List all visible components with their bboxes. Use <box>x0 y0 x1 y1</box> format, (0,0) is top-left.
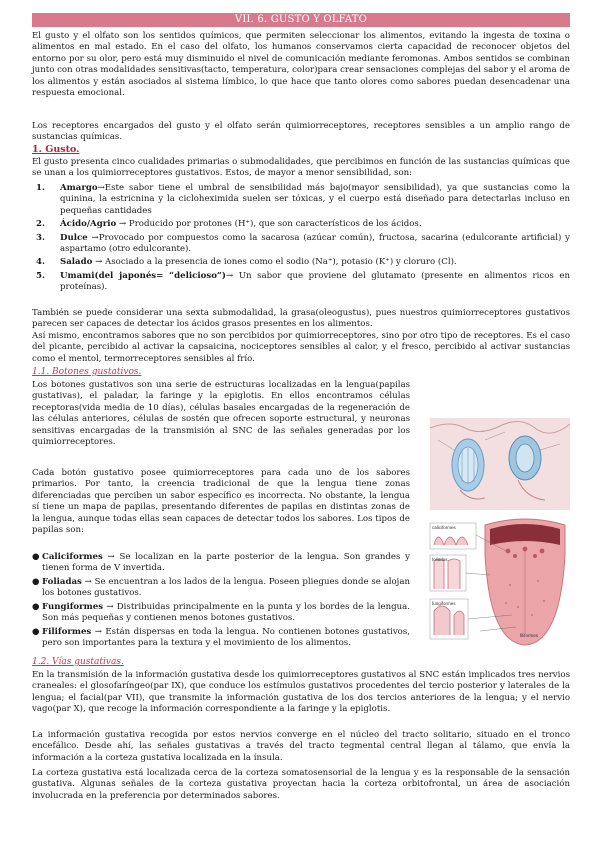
section-heading-vias: 1.2. Vías gustativas. <box>32 657 124 667</box>
intro-paragraph-2: Los receptores encargados del gusto y el olfato serán quimiorreceptores, receptores sensibles a un amplio rango de sustancias químicas. <box>32 121 570 143</box>
taste-name: Umami(del japonés= “delicioso”) <box>60 270 226 281</box>
bullet-icon: ● <box>32 552 40 562</box>
tongue-papillae-diagram <box>420 515 570 647</box>
botones-paragraph-2: Cada botón gustativo posee quimiorreceptores para cada uno de los sabores primarios. Por tanto, la creencia tradicional de que la lengua tiene zonas diferenciadas que perciben un sabor específico es incorrecta. No obstante, la lengua sí tiene un mapa de papilas, presentando diferentes de papilas en distintas zonas de la lengua, aunque todas ellas sean capaces de detectar todos los sabores. Los tipos de papilas son: <box>32 468 410 536</box>
papilla-description: → Distribuidas principalmente en la punta y los bordes de la lengua. Son más pequeñas y contienen menos botones gustativos. <box>42 602 410 624</box>
taste-description: → Producido por protones (H⁺), que son característicos de los ácidos. <box>116 219 422 230</box>
taste-description: →Provocado por compuestos como la sacarosa (azúcar común), fructosa, sacarina (edulcorante artificial) y aspartamo (otro edulcorante). <box>60 232 570 255</box>
papilla-item-foliadas <box>32 577 410 600</box>
taste-number: 4. <box>36 257 45 268</box>
papilla-name: Fungiformes <box>42 602 104 612</box>
section-heading-botones: 1.1. Botones gustativos. <box>32 367 142 377</box>
label-foliadas: foliadas <box>432 557 448 562</box>
papilla-description: → Están dispersas en toda la lengua. No contienen botones gustativos, pero son importantes para la textura y el movimiento de los alimentos. <box>42 627 410 649</box>
taste-item-amargo <box>32 183 570 217</box>
bullet-icon: ● <box>32 627 40 637</box>
taste-bud-diagram <box>430 410 570 510</box>
papilla-description: → Se encuentran a los lados de la lengua. Poseen pliegues donde se alojan los botones gustativos. <box>42 577 410 599</box>
vias-paragraph-2: La información gustativa recogida por estos nervios converge en el núcleo del tracto solitario, situado en el tronco encefálico. Desde ahí, las señales gustativas a través del tracto tegmental central llegan al tálamo, que envía la información a la corteza gustativa localizada en la ínsula. <box>32 730 570 763</box>
taste-number: 1. <box>36 183 45 193</box>
bullet-icon: ● <box>32 602 40 612</box>
taste-number: 3. <box>36 232 45 243</box>
papilla-item-fungiformes <box>32 602 410 625</box>
label-filiformes: filiformes <box>520 633 539 638</box>
taste-name: Dulce <box>60 232 88 243</box>
papilla-description: → Se localizan en la parte posterior de la lengua. Son grandes y tienen forma de V invertida. <box>42 552 410 574</box>
bullet-icon: ● <box>32 577 40 587</box>
taste-name: Salado <box>60 257 93 268</box>
papilla-name: Filiformes <box>42 627 92 637</box>
taste-item-salado <box>32 257 570 268</box>
gusto-paragraph-1: El gusto presenta cinco cualidades primarias o submodalidades, que percibimos en función de las sustancias químicas que se unan a los quimiorreceptores gustativos. Estos, de mayor a menor sensibilidad, son: <box>32 157 570 179</box>
label-fungiformes: fungiformes <box>432 601 456 606</box>
taste-item-umami <box>32 271 570 294</box>
page-title: VII. 6. GUSTO Y OLFATO <box>32 13 570 27</box>
taste-bud-illustration <box>430 410 570 510</box>
taste-list <box>32 183 570 296</box>
taste-description: → Un sabor que proviene del glutamato (presente en alimentos ricos en proteínas). <box>60 270 570 293</box>
taste-number: 5. <box>36 270 45 281</box>
gusto-paragraph-3: Así mismo, encontramos sabores que no son percibidos por quimiorreceptores, sino por otro tipo de receptores. Es el caso del picante, percibido al activar la capsaicina, nociceptores sensibles al calor, y el fresco, percibido al activar sustancias como el mentol, termorreceptores sensibles al frío. <box>32 331 570 364</box>
papilla-name: Foliadas <box>42 577 82 587</box>
vias-paragraph-3: La corteza gustativa está localizada cerca de la corteza somatosensorial de la lengua y es la responsable de la sensación gustativa. Algunas señales de la corteza gustativa proyectan hacia la corteza orbitofrontal, un área de asociación involucrada en la preferencia por determinados sabores. <box>32 768 570 801</box>
taste-item-acido <box>32 219 570 230</box>
papilla-name: Caliciformes <box>42 552 103 562</box>
taste-item-dulce <box>32 233 570 256</box>
botones-paragraph-1: Los botones gustativos son una serie de estructuras localizadas en la lengua(papilas gustativas), el paladar, la faringe y la epiglotis. En ellos encontramos células receptoras(vida media de 10 días), células basales encargadas de la regeneración de las células anteriores, células de sostén que ofrecen soporte estructural, y neuronas sensitivas encargadas de la transmisión al SNC de las señales generadas por los quimiorreceptores. <box>32 380 410 448</box>
taste-number: 2. <box>36 219 45 230</box>
taste-description: →Este sabor tiene el umbral de sensibilidad más bajo(mayor sensibilidad), ya que sustancias como la quinina, la estricnina y la cicloheximida suelen ser tóxicas, y el cuerpo está diseñado para detectarlas incluso en pequeñas cantidades <box>60 183 570 216</box>
tongue-papillae-illustration <box>420 515 570 647</box>
papilla-item-filiformes <box>32 627 410 650</box>
papilla-item-caliciformes <box>32 552 410 575</box>
taste-description: → Asociado a la presencia de iones como el sodio (Na⁺), potasio (K⁺) y cloruro (Cl). <box>92 257 457 268</box>
label-caliciformes: caliciformes <box>432 525 456 530</box>
taste-name: Ácido/Agrio <box>60 219 117 230</box>
intro-paragraph-1: El gusto y el olfato son los sentidos químicos, que permiten seleccionar los alimentos, evitando la ingesta de toxina o alimentos en mal estado. En el caso del olfato, los humanos conservamos cierta capacidad de reconocer objetos del entorno por su olor, pero está muy disminuido el nivel de comunicación mediante feromonas. Ambos sentidos se combinan junto con otras modalidades sensitivas(tacto, temperatura, color)para crear sensaciones complejas del sabor y el aroma de los alimentos y están asociados al sistema límbico, lo que hace que tanto olores como sabores puedan desencadenar una respuesta emocional. <box>32 31 570 99</box>
section-heading-gusto: 1. Gusto. <box>32 144 80 155</box>
vias-paragraph-1: En la transmisión de la información gustativa desde los quimiorreceptores gustativos al SNC están implicados tres nervios craneales: el glosofaríngeo(par IX), que conduce los estímulos gustativos procedentes del tercio posterior y laterales de la lengua; el facial(par VII), que transmite la información gustativa de los dos tercios anteriores de la lengua; y el nervio vago(par X), que recoge la información correspondiente a la faringe y la epiglotis. <box>32 670 570 715</box>
gusto-paragraph-2: También se puede considerar una sexta submodalidad, la grasa(oleogustus), pues nuestros quimiorreceptores gustativos parecen ser capaces de detectar los ácidos grasos presentes en los alimentos. <box>32 308 570 330</box>
taste-name: Amargo <box>60 183 98 193</box>
